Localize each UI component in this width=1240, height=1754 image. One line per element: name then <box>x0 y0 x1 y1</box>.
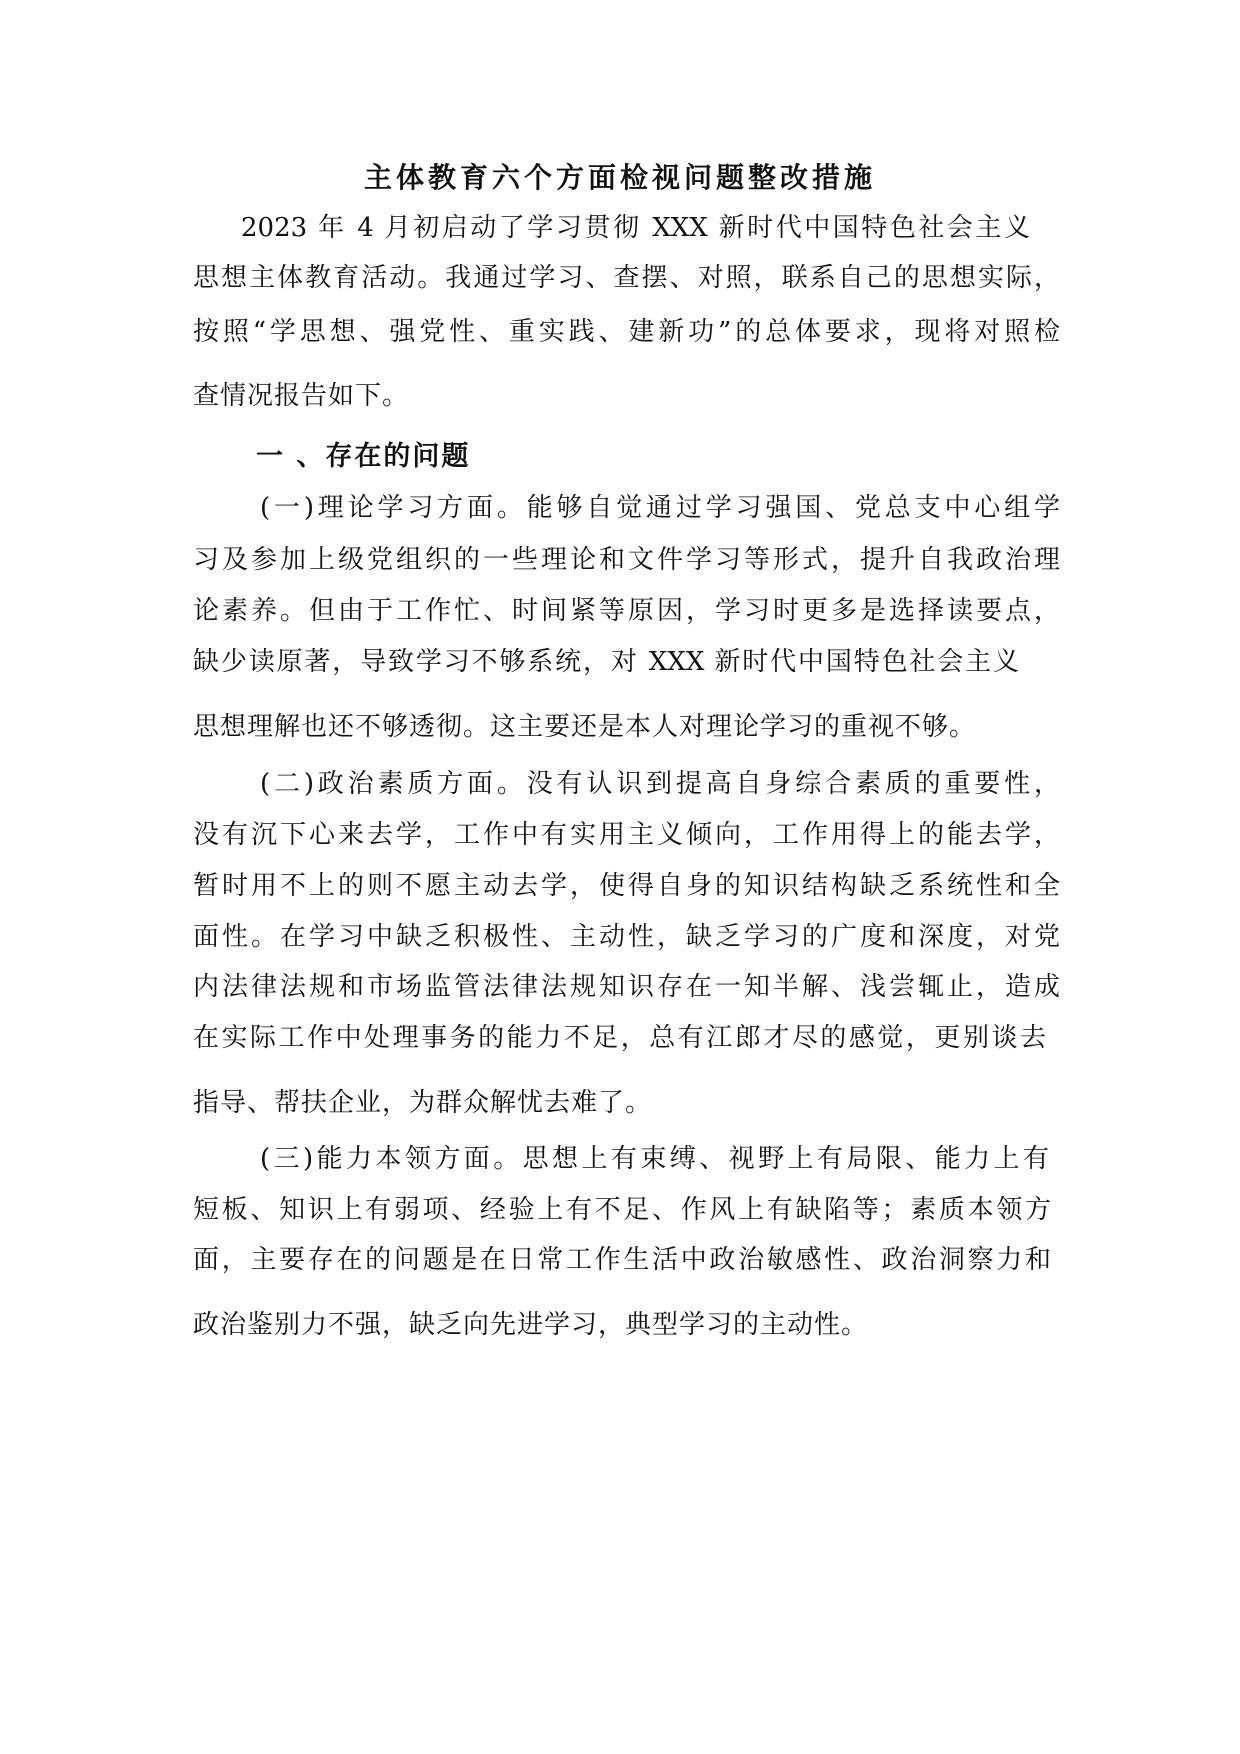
paragraph-line: 内法律法规和市场监管法律法规知识存在一知半解、浅尝辄止，造成 <box>193 972 1060 1002</box>
paragraph-line: 指导、帮扶企业，为群众解忧去难了。 <box>193 1088 653 1118</box>
paragraph-line: 短板、知识上有弱项、经验上有不足、作风上有缺陷等；素质本领方 <box>193 1195 1051 1225</box>
paragraph-line: 面，主要存在的问题是在日常工作生活中政治敏感性、政治洞察力和 <box>193 1245 1051 1275</box>
section-heading: 一 、存在的问题 <box>256 441 471 472</box>
intro-line: 按照“学思想、强党性、重实践、建新功”的总体要求，现将对照检 <box>193 317 1060 347</box>
paragraph-line: (一)理论学习方面。能够自觉通过学习强国、党总支中心组学 <box>260 493 1060 523</box>
paragraph-line: 面性。在学习中缺乏积极性、主动性，缺乏学习的广度和深度，对党 <box>193 922 1060 952</box>
paragraph-line: 在实际工作中处理事务的能力不足，总有江郎才尽的感觉，更别谈去 <box>193 1023 1046 1053</box>
paragraph-line: 缺少读原著，导致学习不够系统，对 XXX 新时代中国特色社会主义 <box>193 647 1019 677</box>
paragraph-line: 没有沉下心来去学，工作中有实用主义倾向，工作用得上的能去学， <box>193 820 1060 850</box>
paragraph-line: (二)政治素质方面。没有认识到提高自身综合素质的重要性， <box>260 769 1060 799</box>
paragraph-line: 思想理解也还不够透彻。这主要还是本人对理论学习的重视不够。 <box>193 712 977 742</box>
paragraph-line: 政治鉴别力不强，缺乏向先进学习，典型学习的主动性。 <box>193 1310 869 1340</box>
paragraph-line: (三)能力本领方面。思想上有束缚、视野上有局限、能力上有 <box>260 1144 1049 1174</box>
paragraph-line: 习及参加上级党组织的一些理论和文件学习等形式，提升自我政治理 <box>193 545 1060 575</box>
intro-line: 思想主体教育活动。我通过学习、查摆、对照，联系自己的思想实际， <box>193 263 1060 293</box>
intro-line: 2023 年 4 月初启动了学习贯彻 XXX 新时代中国特色社会主义 <box>241 213 1030 243</box>
paragraph-line: 暂时用不上的则不愿主动去学，使得自身的知识结构缺乏系统性和全 <box>193 871 1060 901</box>
document-title: 主体教育六个方面检视问题整改措施 <box>363 161 876 194</box>
paragraph-line: 论素养。但由于工作忙、时间紧等原因，学习时更多是选择读要点， <box>193 596 1060 626</box>
intro-line: 查情况报告如下。 <box>193 381 410 411</box>
